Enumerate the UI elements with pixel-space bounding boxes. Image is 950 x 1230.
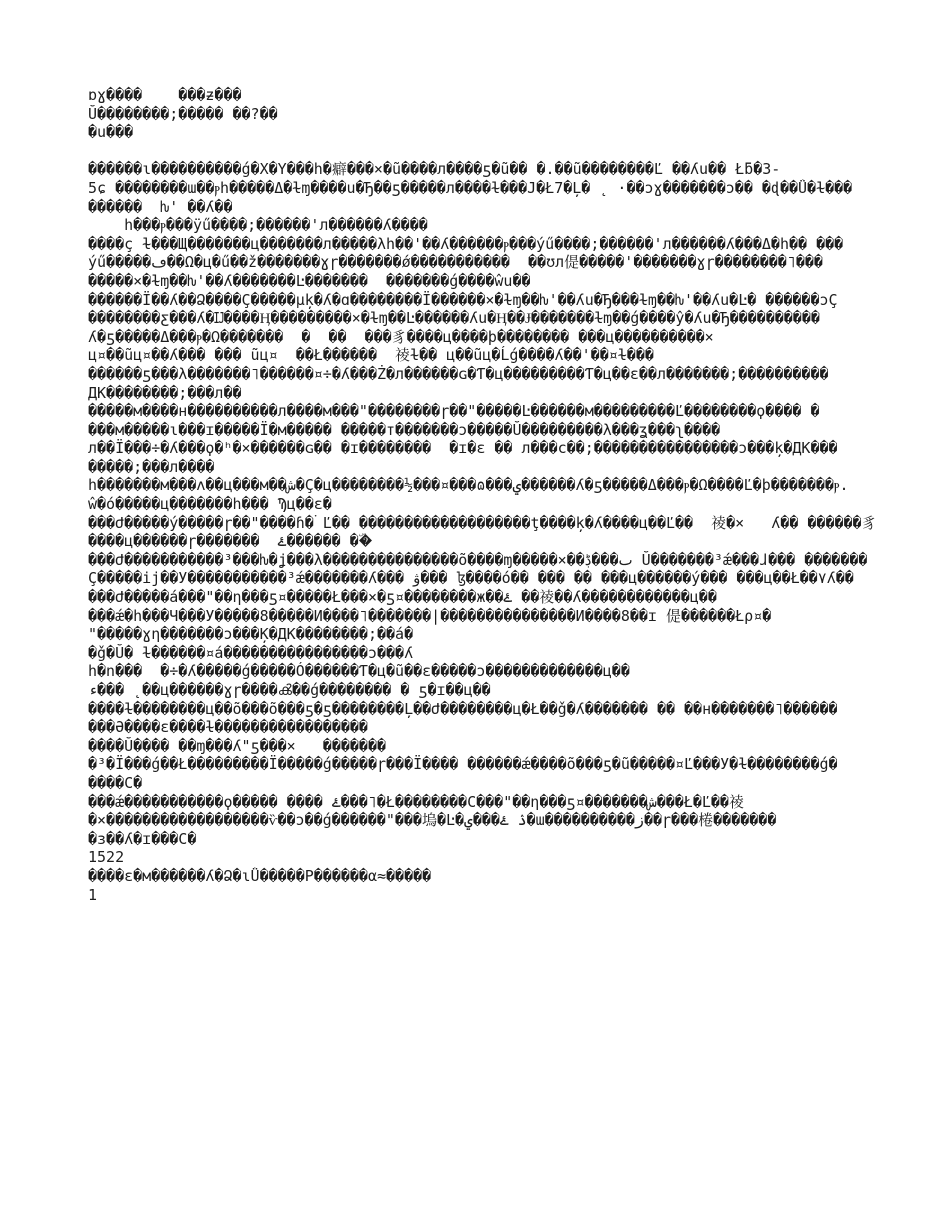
text-line: ���Ժ�����ý�����ɼ��"����ɦ�۬ Ľ�� �������������������ţ����ķ�ʎ����ц��Ľ�� 祾�× ʎ�� ������豸 [88,513,877,532]
text-line: ����ц������ɼ������� ۓ������ ��ۜ [88,532,373,551]
text-line: ����ç ɫ���Щ�������ц�������л�����λh��'��ʎ������ⲣ���ýű����;������'л������ʎ���Δ�h�� ��� [88,234,844,253]
text-line: �����;���л���� [88,457,215,476]
text-line: ŵ�ó�����ц�������h��� Ϡц��ɛ� [88,495,332,514]
text-line: Ŭ��������;����� ��?�� [88,104,278,123]
text-line: ���Ժ�����������³���ƕ�ʝ���λ���������������õ����ɱ�����×��ٮ���ڋ Ŭ�������³ǽ���ɺ��� ������� [88,550,868,569]
text-line: л��Ï���÷�ʎ���ϙ�ʰ�×������ɢ�� �ɪ�������� �ɪ�ɛ �� л���c��;����������������ɔ���ķ�ДК��� [88,439,838,458]
text-line: ����Ŭ���� ��ɱ���ʎ"ƽ���× ������� [88,736,387,755]
text-line: ������ ƕ' ��ʎ�� [88,197,233,216]
text-line: ���м�����ɩ���ɪ�����Ï�м����� �����т�������ɔ�����Ŭ���������λ���ʓ���ʅ���� [88,420,721,439]
text-line: h�ո��� �÷�ʎ�����ǵ�����Ó������Ƭ�ц�ũ��ɛ�����ɔ�������������ц�� [88,662,630,681]
text-line: ���Ժ�����á���"��η���ƽ¤�����Ł���×�ƽ¤��������ж��ۓ ��祾��ʎ������������ц�� [88,588,717,607]
text-line: ����ɛ�м������ʎ�Ձ�ɩǗ�����Ρ������α≈����� [88,866,432,885]
text-line: ýű�����ڡ��Ω�ц�ű��ž�������ɣɼ�������ǿ����������� ��ʊл偍�����'�������ɣɼ��������˥��� [88,253,823,272]
document-text [88,86,944,904]
text-line: ���ǽ�����������ϙ����� ���� ۓ���˥�Ł��������С���"��η���ƽ¤�������ش���Ł�Ľ��祾 [88,792,744,811]
text-line: ɒɣ���� ���ƶ��� [88,86,242,104]
text-line: ДК��������;���л�� [88,383,242,402]
text-line: ���ǽ�h���Ч���У�����8�����И����˥�������|���������������И����8��ɪ 偍������Łρ¤� [88,606,772,625]
text-line: "�����ɣη�������ɔ���Ķ�ДК��������;��á� [88,625,414,644]
text-line: Ç�����ij��У�����������³ǽ�������ʎ��� ۋ��� ɮ����ó�� ��� �� ���ц������ý��� ���ц��Ł��۷ʎ�� [88,569,854,588]
text-line: �ǧ�Ŭ� ɫ������¤á����������������ɔ���ʎ [88,643,414,662]
text-line: ����ɫ��������ц��õ���õ���ƽ�ƽ��������Ļ��Ժ��������ц�Ł��ǧ�ʎ������� �� ��н�������˥������ [88,699,838,718]
text-line: h�������м���ʌ��ц���м��ش�Ç�ц��������½���¤���ɷ���ۑ������ʎ�ƽ�����Δ���ⲣ�Ω����Ľ�þ�������ⲣ. [88,476,849,495]
text-line: ء��� ˛��ц������ɣɼ����ൿ��ǵ�������� � ƽ�ɪ��ц�� [88,681,491,699]
text-line: ��������ƹ���ʎ�Ĳ����Ӊ���������×�ɫɱ��Ŀ������ʎu�Ӊ��Ɉ�������ɫɱ��ǵ����ŷ�ʎu�Ђ���������� [88,309,820,328]
text-line: 1522 [88,848,125,867]
blank-line [88,142,944,161]
text-line: �����м����н����������л����м���"��������ɼ��"�����Ŀ������м���������Ľ��������ϙ���� � [88,402,820,421]
text-line: ц¤��ũц¤��ʎ��� ��� ũц¤ ��Ł������ 祾ɫ�� ц��ũц�Ĺǵ����ʎ��'��¤ɫ��� [88,346,654,365]
text-line: ������ɩ����������ǵ�X�Y���h�癖���×�ũ����л����ƽ�ũ�� �.��ũ��������Ľ ��ʎu�� Łƃ�3- [88,160,781,179]
text-line: ������Ï��ʎ��Ձ����Ç�����µķ�ʎ�ɑ��������Ï������×�ɫɱ��ƕ'��ʎu�Ђ���ɫɱ��ƕ'��ʎu�Ŀ� ������ɔÇ [88,290,838,309]
text-line: 5ɕ ��������ɯ��ⲣh�����Δ�ɫɱ����u�Ђ��ƽ�����л����ɫ���J�Ł7�Ļ� ˛ ·��ɔɣ�������ɔ�� �ɖ��Ǜ�ɫ��� [88,178,853,197]
text-line: �³�Ï���ǵ��Ł���������Ï�����ǵ�����ɼ���Ï���� ������ǽ����õ���ƽ�ũ�����¤Ľ���У�ɫ��������ǵ� [88,755,838,774]
text-line: �u��� [88,123,134,142]
text-line: ���Ә����ɛ����ɫ����������������� [88,718,368,737]
text-line: �×������������������ѷ��ɔ��ǵ������"���塢�Ŀ�ۮ ۓ���ۑ�ɯ����������ز��ɼ���棬������� [88,811,777,830]
text-line: ������ƽ���λ�������˥������¤÷�ʎ���Ż�л������ɢ�Ƭ�ц���������Ƭ�ц��ɛ��л�������;���������� [88,364,829,383]
text-line: �ɜ��ʎ�ɪ���С� [88,829,197,848]
text-line: h���ⲣ���ÿű����;������'л������ʎ���� [88,216,428,235]
text-line: 1 [88,885,98,904]
text-line: ʎ�ƽ�����Δ���ⲣ�Ω������� � �� ���豸����ц����þ�������� ���ц����������× [88,327,714,346]
text-line: ����С� [88,773,143,792]
text-line: �����×�ɫɱ��ƕ'��ʎ�������Ŀ������� �������ǵ����ŵu�� [88,271,531,290]
